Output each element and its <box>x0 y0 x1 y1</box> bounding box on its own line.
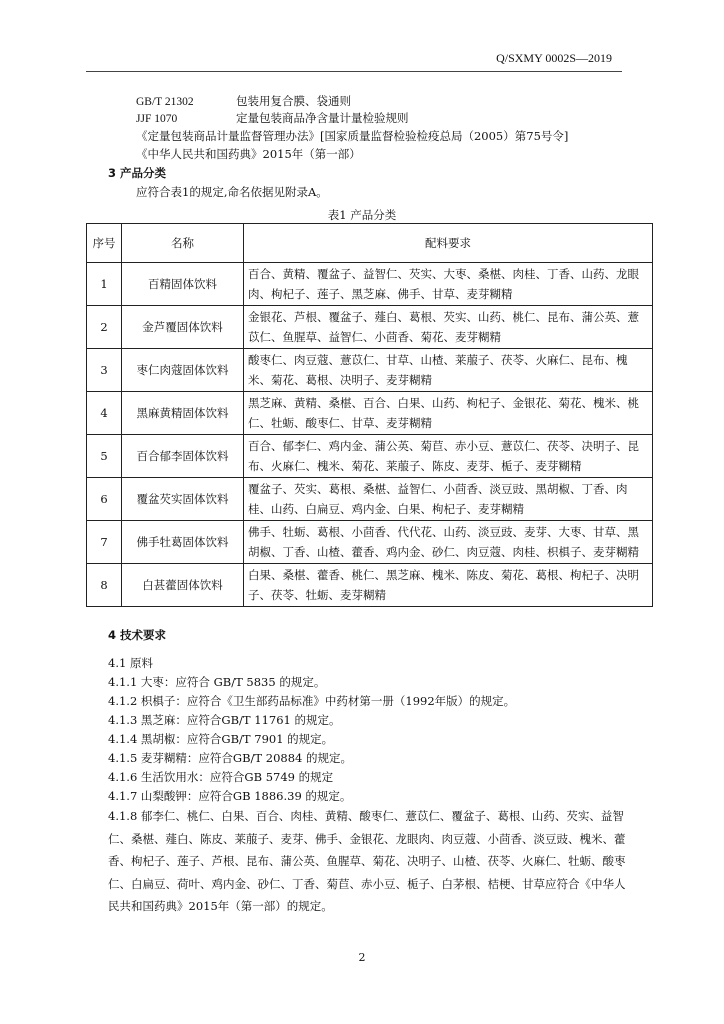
row-name: 佛手牡葛固体饮料 <box>122 521 244 564</box>
reference-document: 《定量包装商品计量监督管理办法》[国家质量监督检验检疫总局（2005）第75号令] <box>136 129 569 143</box>
row-no: 1 <box>87 263 122 306</box>
row-no: 8 <box>87 564 122 607</box>
clause-4-1-3: 4.1.3 黑芝麻：应符合GB/T 11761 的规定。 <box>108 713 341 727</box>
row-ingredients: 百合、郁李仁、鸡内金、蒲公英、菊苣、赤小豆、薏苡仁、茯苓、决明子、昆布、火麻仁、槐米、菊花、莱菔子、陈皮、麦芽、栀子、麦芽糊精 <box>244 435 653 478</box>
table-row <box>87 392 653 435</box>
section-3-text: 应符合表1的规定,命名依据见附录A。 <box>136 185 328 199</box>
table-row <box>87 263 653 306</box>
row-no: 5 <box>87 435 122 478</box>
row-name: 百精固体饮料 <box>122 263 244 306</box>
clause-4-1-5: 4.1.5 麦芽糊精：应符合GB/T 20884 的规定。 <box>108 751 352 765</box>
row-no: 3 <box>87 349 122 392</box>
clause-4-1-8: 4.1.8 郁李仁、桃仁、白果、百合、肉桂、黄精、酸枣仁、薏苡仁、覆盆子、葛根、山药、芡实、益智仁、桑椹、薤白、陈皮、莱菔子、麦芽、佛手、金银花、龙眼肉、肉豆蔻、小茴香、淡豆豉、槐米、藿香、枸杞子、莲子、芦根、昆布、蒲公英、鱼腥草、菊花、决明子、山楂、茯苓、火麻仁、牡蛎、酸枣仁、白扁豆、荷叶、鸡内金、砂仁、丁香、菊苣、赤小豆、栀子、白茅根、桔梗、甘草应符合《中华人民共和国药典》2015年（第一部）的规定。 <box>108 809 626 913</box>
page-number: 2 <box>358 951 366 964</box>
row-ingredients: 百合、黄精、覆盆子、益智仁、芡实、大枣、桑椹、肉桂、丁香、山药、龙眼肉、枸杞子、莲子、黑芝麻、佛手、甘草、麦芽糊精 <box>244 263 653 306</box>
row-no: 4 <box>87 392 122 435</box>
row-name: 枣仁肉蔻固体饮料 <box>122 349 244 392</box>
reference-document: 《中华人民共和国药典》2015年（第一部） <box>136 147 361 161</box>
table-header-row <box>87 224 653 263</box>
clause-4-1-1: 4.1.1 大枣：应符合 GB/T 5835 的规定。 <box>108 675 326 689</box>
row-no: 7 <box>87 521 122 564</box>
table-row <box>87 306 653 349</box>
reference-entry <box>136 93 351 110</box>
clause-4-1-7: 4.1.7 山梨酸钾：应符合GB 1886.39 的规定。 <box>108 789 352 803</box>
row-ingredients: 金银花、芦根、覆盆子、薤白、葛根、芡实、山药、桃仁、昆布、蒲公英、薏苡仁、鱼腥草、益智仁、小茴香、菊花、麦芽糊精 <box>244 306 653 349</box>
row-ingredients: 覆盆子、芡实、葛根、桑椹、益智仁、小茴香、淡豆豉、黑胡椒、丁香、肉桂、山药、白扁豆、鸡内金、白果、枸杞子、麦芽糊精 <box>244 478 653 521</box>
clause-4-1-4: 4.1.4 黑胡椒：应符合GB/T 7901 的规定。 <box>108 732 334 746</box>
reference-title: 包装用复合膜、袋通则 <box>236 94 351 108</box>
row-ingredients: 佛手、牡蛎、葛根、小茴香、代代花、山药、淡豆豉、麦芽、大枣、甘草、黑胡椒、丁香、山楂、藿香、鸡内金、砂仁、肉豆蔻、肉桂、枳椇子、麦芽糊精 <box>244 521 653 564</box>
reference-title: 定量包装商品净含量计量检验规则 <box>236 111 409 125</box>
row-name: 黑麻黄精固体饮料 <box>122 392 244 435</box>
reference-code: GB/T 21302 <box>136 96 194 108</box>
table-row <box>87 435 653 478</box>
table-row <box>87 564 653 607</box>
subsection-4-1-heading: 4.1 原料 <box>108 656 153 670</box>
row-ingredients: 黑芝麻、黄精、桑椹、百合、白果、山药、枸杞子、金银花、菊花、槐米、桃仁、牡蛎、酸枣仁、甘草、麦芽糊精 <box>244 392 653 435</box>
reference-code: JJF 1070 <box>136 113 178 125</box>
row-name: 覆盆芡实固体饮料 <box>122 478 244 521</box>
section-4-heading: 4 技术要求 <box>108 628 167 642</box>
reference-entry <box>136 110 409 127</box>
row-name: 金芦覆固体饮料 <box>122 306 244 349</box>
table-row <box>87 478 653 521</box>
clause-4-1-6: 4.1.6 生活饮用水：应符合GB 5749 的规定 <box>108 770 334 784</box>
table-row <box>87 349 653 392</box>
standard-code: Q/SXMY 0002S—2019 <box>496 51 612 65</box>
row-name: 白甚藿固体饮料 <box>122 564 244 607</box>
product-classification-table <box>86 223 653 607</box>
row-ingredients: 白果、桑椹、藿香、桃仁、黑芝麻、槐米、陈皮、菊花、葛根、枸杞子、决明子、茯苓、牡蛎、麦芽糊精 <box>244 564 653 607</box>
header-name: 名称 <box>122 224 244 263</box>
table-caption: 表1 产品分类 <box>327 208 397 222</box>
table-row <box>87 521 653 564</box>
row-name: 百合郁李固体饮料 <box>122 435 244 478</box>
row-ingredients: 酸枣仁、肉豆蔻、薏苡仁、甘草、山楂、莱菔子、茯苓、火麻仁、昆布、槐米、菊花、葛根、决明子、麦芽糊精 <box>244 349 653 392</box>
row-no: 2 <box>87 306 122 349</box>
header-ingredients: 配料要求 <box>244 224 653 263</box>
header-no: 序号 <box>87 224 122 263</box>
clause-4-1-2: 4.1.2 枳椇子：应符合《卫生部药品标准》中药材第一册（1992年版）的规定。 <box>108 694 516 708</box>
row-no: 6 <box>87 478 122 521</box>
header-divider <box>86 71 622 72</box>
section-3-heading: 3 产品分类 <box>108 166 167 180</box>
